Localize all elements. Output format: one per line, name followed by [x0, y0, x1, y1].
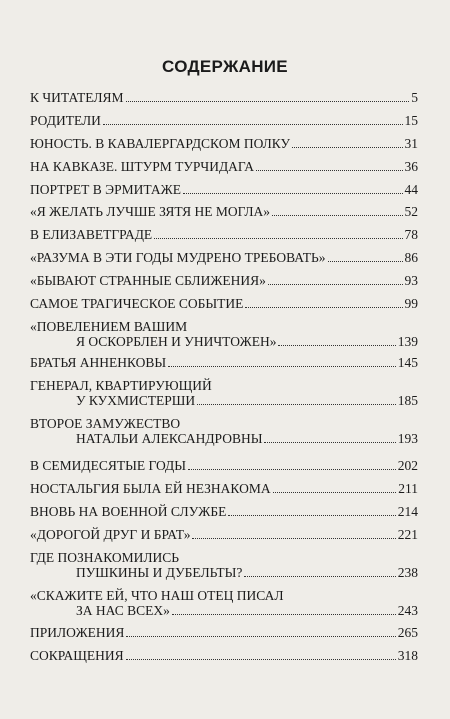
toc-entry	[30, 296, 418, 311]
toc-entry-title: САМОЕ ТРАГИЧЕСКОЕ СОБЫТИЕ	[30, 296, 244, 311]
toc-entry	[30, 159, 418, 174]
dot-leader	[103, 123, 403, 125]
toc-page-number: 31	[404, 136, 418, 151]
toc-page-number: 15	[404, 113, 418, 128]
dot-leader	[272, 214, 402, 216]
toc-entry-title: «Я ЖЕЛАТЬ ЛУЧШЕ ЗЯТЯ НЕ МОГЛА»	[30, 204, 271, 219]
toc-entry-title: ВНОВЬ НА ВОЕННОЙ СЛУЖБЕ	[30, 504, 227, 519]
toc-entry-title: ЗА НАС ВСЕХ»	[76, 603, 170, 618]
toc-entry-title: НАТАЛЬИ АЛЕКСАНДРОВНЫ	[76, 431, 263, 446]
toc-entry-title: «РАЗУМА В ЭТИ ГОДЫ МУДРЕНО ТРЕБОВАТЬ»	[30, 250, 326, 265]
toc-page-number: 52	[404, 204, 418, 219]
toc-entry-title: В ЕЛИЗАВЕТГРАДЕ	[30, 227, 153, 242]
toc-page-number: 214	[397, 504, 418, 519]
toc-page-number: 243	[397, 603, 418, 618]
toc-entry	[30, 504, 418, 519]
toc-entry-title: ГЕНЕРАЛ, КВАРТИРУЮЩИЙ	[30, 378, 212, 393]
toc-page-number: 78	[404, 227, 418, 242]
toc-page-number: 145	[397, 355, 418, 370]
toc-entry	[30, 113, 418, 128]
toc-page-number: 139	[397, 334, 418, 349]
toc-page-number: 318	[397, 648, 418, 663]
toc-entry	[30, 273, 418, 288]
toc-page-number: 265	[397, 625, 418, 640]
toc-entry-title: НА КАВКАЗЕ. ШТУРМ ТУРЧИДАГА	[30, 159, 254, 174]
toc-page-number: 211	[398, 481, 418, 496]
toc-entry	[30, 319, 418, 349]
toc-page-number: 5	[411, 90, 418, 105]
toc-entry	[30, 458, 418, 473]
toc-entry	[30, 227, 418, 242]
toc-entry	[30, 204, 418, 219]
toc-entry-title: БРАТЬЯ АННЕНКОВЫ	[30, 355, 167, 370]
toc-entry	[30, 527, 418, 542]
toc-entry	[30, 182, 418, 197]
toc-entry	[30, 136, 418, 151]
toc-entry-title: ГДЕ ПОЗНАКОМИЛИСЬ	[30, 550, 180, 565]
toc-page-number: 193	[397, 431, 418, 446]
toc-entry-title: ВТОРОЕ ЗАМУЖЕСТВО	[30, 416, 181, 431]
dot-leader	[154, 237, 402, 239]
dot-leader	[245, 306, 402, 308]
dot-leader	[126, 635, 395, 637]
toc-entry-title: «БЫВАЮТ СТРАННЫЕ СБЛИЖЕНИЯ»	[30, 273, 266, 288]
toc-entry	[30, 250, 418, 265]
toc-page-number: 44	[404, 182, 418, 197]
toc-entry-title: У КУХМИСТЕРШИ	[76, 393, 196, 408]
toc-page-number: 185	[397, 393, 418, 408]
toc-page-number: 86	[404, 250, 418, 265]
dot-leader	[264, 441, 395, 443]
dot-leader	[328, 260, 403, 262]
toc-entry	[30, 481, 418, 496]
toc-page-number: 99	[404, 296, 418, 311]
toc-entry-title: ПОРТРЕТ В ЭРМИТАЖЕ	[30, 182, 182, 197]
toc-page-number: 36	[404, 159, 418, 174]
toc-entry-title: «СКАЖИТЕ ЕЙ, ЧТО НАШ ОТЕЦ ПИСАЛ	[30, 588, 284, 603]
toc-entry	[30, 90, 418, 105]
toc-entry-title: «ПОВЕЛЕНИЕМ ВАШИМ	[30, 319, 188, 334]
dot-leader	[126, 100, 410, 102]
toc-entry	[30, 355, 418, 370]
dot-leader	[192, 537, 395, 539]
page-title: СОДЕРЖАНИЕ	[162, 57, 288, 76]
dot-leader	[172, 613, 396, 615]
toc-entry	[30, 588, 418, 618]
toc-page-number: 202	[397, 458, 418, 473]
toc-entry	[30, 550, 418, 580]
toc-entry-title: ПРИЛОЖЕНИЯ	[30, 625, 125, 640]
toc-entry-title: ПУШКИНЫ И ДУБЕЛЬТЫ?	[76, 565, 243, 580]
dot-leader	[228, 514, 395, 516]
dot-leader	[183, 192, 402, 194]
dot-leader	[268, 283, 403, 285]
toc-entry	[30, 378, 418, 408]
dot-leader	[197, 403, 396, 405]
toc-page-number: 93	[404, 273, 418, 288]
dot-leader	[244, 575, 395, 577]
dot-leader	[168, 365, 396, 367]
toc-entry-title: РОДИТЕЛИ	[30, 113, 101, 128]
dot-leader	[188, 468, 396, 470]
dot-leader	[292, 146, 402, 148]
toc-entry	[30, 625, 418, 640]
toc-entry-title: К ЧИТАТЕЛЯМ	[30, 90, 124, 105]
toc-page-number: 238	[397, 565, 418, 580]
toc-entry-title: В СЕМИДЕСЯТЫЕ ГОДЫ	[30, 458, 187, 473]
toc-page-number: 221	[397, 527, 418, 542]
toc-entry-title: Я ОСКОРБЛЕН И УНИЧТОЖЕН»	[76, 334, 277, 349]
dot-leader	[126, 658, 396, 660]
toc-entry	[30, 648, 418, 663]
toc-entry-title: НОСТАЛЬГИЯ БЫЛА ЕЙ НЕЗНАКОМА	[30, 481, 271, 496]
toc-entry	[30, 416, 418, 446]
dot-leader	[273, 491, 397, 493]
toc-entry-title: «ДОРОГОЙ ДРУГ И БРАТ»	[30, 527, 191, 542]
toc-entry-title: СОКРАЩЕНИЯ	[30, 648, 124, 663]
dot-leader	[278, 344, 395, 346]
dot-leader	[256, 169, 403, 171]
toc-entry-title: ЮНОСТЬ. В КАВАЛЕРГАРДСКОМ ПОЛКУ	[30, 136, 291, 151]
